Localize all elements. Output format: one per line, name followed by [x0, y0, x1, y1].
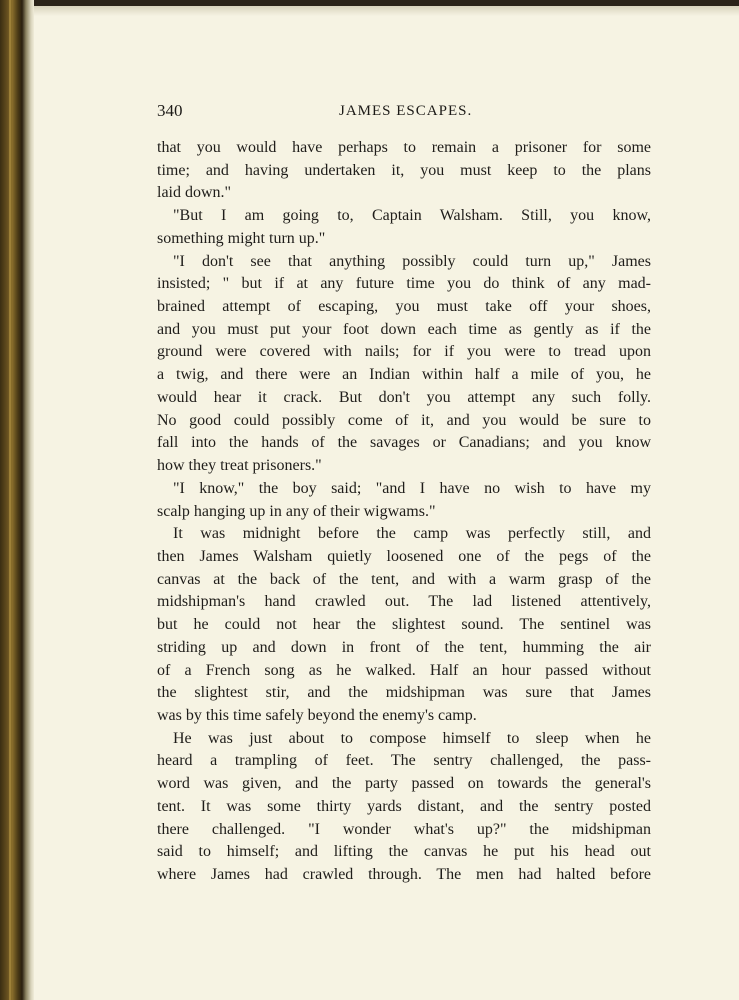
page-number: 340	[157, 101, 183, 120]
text-line: and you must put your foot down each time as gently as if the	[157, 320, 651, 338]
text-line: time; and having undertaken it, you must keep to the plans	[157, 161, 651, 179]
text-line: scalp hanging up in any of their wigwams."	[157, 502, 436, 520]
text-line: said to himself; and lifting the canvas he put his head out	[157, 843, 651, 861]
body-text	[157, 137, 651, 887]
text-line: brained attempt of escaping, you must take off your shoes,	[157, 298, 651, 316]
text-line: how they treat prisoners."	[157, 457, 322, 475]
text-line: ground were covered with nails; for if you were to tread upon	[157, 343, 651, 361]
text-line: canvas at the back of the tent, and with a warm grasp of the	[157, 570, 651, 588]
text-line: "I don't see that anything possibly could turn up," James	[173, 252, 651, 270]
text-line: was by this time safely beyond the enemy's camp.	[157, 706, 477, 724]
text-line: "I know," the boy said; "and I have no wish to have my	[173, 479, 651, 497]
text-line: midshipman's hand crawled out. The lad listened attentively,	[157, 593, 651, 611]
text-line: "But I am going to, Captain Walsham. Still, you know,	[173, 207, 651, 225]
text-line: a twig, and there were an Indian within half a mile of you, he	[157, 366, 651, 384]
book-spine	[0, 0, 34, 1000]
text-line: It was midnight before the camp was perfectly still, and	[173, 525, 651, 543]
text-line: He was just about to compose himself to sleep when he	[173, 729, 651, 747]
text-line: heard a trampling of feet. The sentry challenged, the pass-	[157, 752, 651, 770]
text-line: word was given, and the party passed on towards the general's	[157, 775, 651, 793]
text-line: then James Walsham quietly loosened one of the pegs of the	[157, 547, 651, 565]
text-line: the slightest stir, and the midshipman was sure that James	[157, 684, 651, 702]
page-top-shadow	[0, 6, 739, 16]
text-line: where James had crawled through. The men had halted before	[157, 866, 651, 883]
text-line: of a French song as he walked. Half an hour passed without	[157, 661, 651, 679]
text-line: something might turn up."	[157, 229, 326, 247]
text-line: fall into the hands of the savages or Canadians; and you know	[157, 434, 651, 452]
text-line: there challenged. "I wonder what's up?" the midshipman	[157, 820, 651, 838]
text-line: tent. It was some thirty yards distant, and the sentry posted	[157, 797, 651, 815]
running-head: JAMES ESCAPES.	[339, 103, 473, 119]
text-line: laid down."	[157, 184, 232, 202]
text-line: No good could possibly come of it, and you would be sure to	[157, 411, 651, 429]
spine-gilt-line	[9, 0, 11, 1000]
text-line: but he could not hear the slightest sound. The sentinel was	[157, 616, 651, 634]
text-line: insisted; " but if at any future time you do think of any mad-	[157, 275, 651, 293]
text-line: that you would have perhaps to remain a prisoner for some	[157, 139, 651, 156]
text-line: striding up and down in front of the tent, humming the air	[157, 638, 651, 656]
text-line: would hear it crack. But don't you attempt any such folly.	[157, 388, 651, 406]
